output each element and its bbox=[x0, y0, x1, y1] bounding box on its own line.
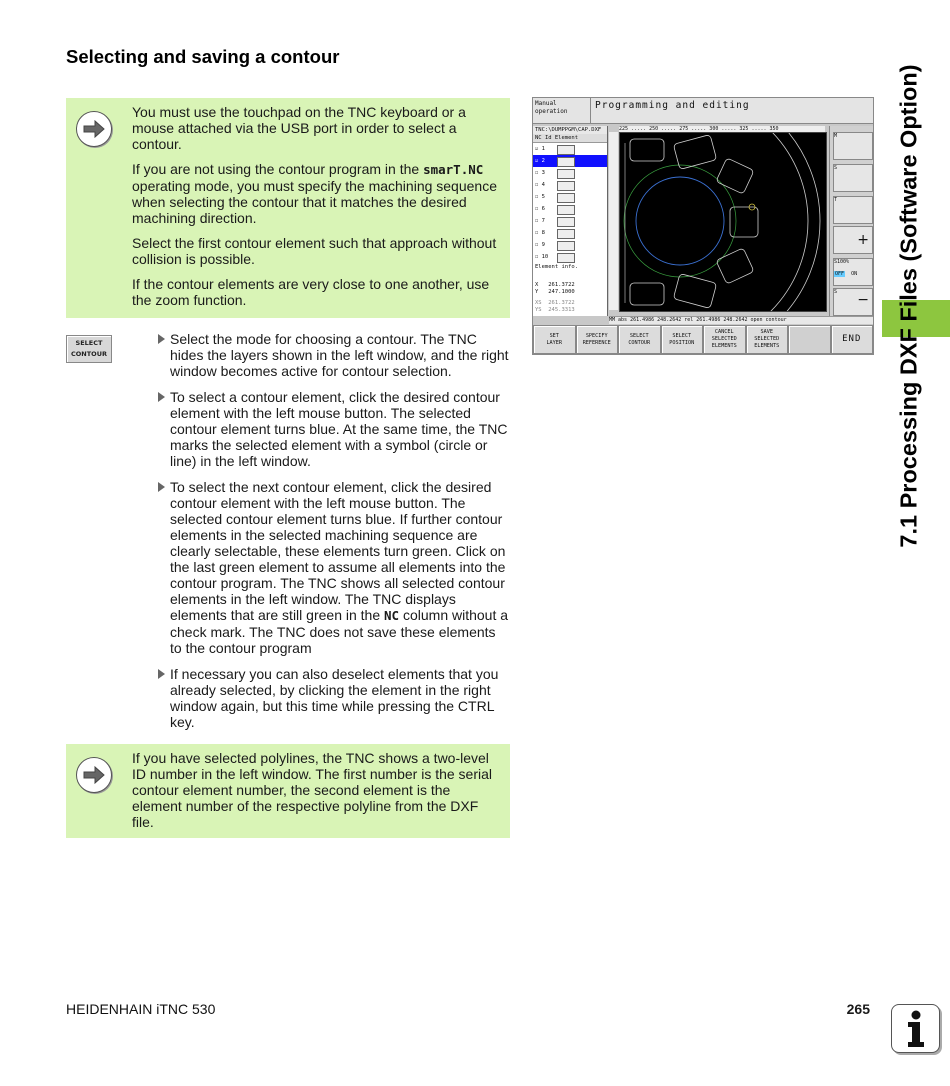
side-key-minus: S − bbox=[833, 288, 873, 316]
step-item: Select the mode for choosing a contour. The TNC hides the layers shown in the left window, and the right window becomes active for contour selection. bbox=[158, 331, 510, 379]
code-nc: NC bbox=[384, 608, 400, 623]
softkey-set-layer: SET LAYER bbox=[533, 325, 576, 354]
tnc-title: Programming and editing bbox=[591, 98, 873, 124]
list-header: NC Id Element bbox=[533, 134, 607, 143]
list-item: ☐ 9 bbox=[533, 239, 607, 251]
plus-icon: + bbox=[857, 232, 869, 248]
element-icon bbox=[557, 157, 575, 167]
info-icon bbox=[891, 1004, 940, 1053]
softkey-blank bbox=[788, 325, 831, 354]
select-contour-softkey: SELECT CONTOUR bbox=[66, 335, 112, 363]
softkey-bar bbox=[533, 325, 873, 354]
element-icon bbox=[557, 145, 575, 155]
note-box-mouse bbox=[66, 98, 510, 318]
list-item: ☐ 4 bbox=[533, 179, 607, 191]
note-paragraph: Select the first contour element such that approach without collision is possible. bbox=[132, 235, 497, 267]
arrow-right-note-icon bbox=[76, 111, 112, 147]
element-icon bbox=[557, 181, 575, 191]
triangle-bullet-icon bbox=[158, 334, 165, 344]
note-text bbox=[132, 750, 498, 839]
softkey-select-contour: SELECT CONTOUR bbox=[618, 325, 661, 354]
element-icon bbox=[557, 169, 575, 179]
element-icon bbox=[557, 229, 575, 239]
element-icon bbox=[557, 241, 575, 251]
code-smartnc: smarT.NC bbox=[423, 162, 484, 177]
note-text bbox=[132, 104, 498, 317]
softkey-select-position: SELECT POSITION bbox=[661, 325, 704, 354]
arrow-right-note-icon bbox=[76, 757, 112, 793]
triangle-bullet-icon bbox=[158, 669, 165, 679]
softkey-end: END bbox=[831, 325, 874, 354]
page-number: 265 bbox=[846, 1001, 870, 1017]
list-item: ☐ 8 bbox=[533, 227, 607, 239]
chapter-title: 7.1 Processing DXF Files (Software Option) bbox=[895, 64, 922, 548]
mode-label: Manual operation bbox=[533, 98, 591, 124]
softkey-specify-reference: SPECIFY REFERENCE bbox=[576, 325, 619, 354]
step-item: To select a contour element, click the desired contour element with the left mouse button. The selected contour element turns blue. At the same time, the TNC marks the selected element with a symbol (circle or line) in the left window. bbox=[158, 389, 510, 469]
tnc-screenshot bbox=[532, 97, 874, 355]
element-icon bbox=[557, 205, 575, 215]
list-item: ☐ 10 bbox=[533, 251, 607, 263]
softkey-save-selected: SAVE SELECTED ELEMENTS bbox=[746, 325, 789, 354]
side-key-t: T bbox=[833, 196, 873, 224]
note-paragraph: If you are not using the contour program in the smarT.NC operating mode, you must specify the machining sequence when selecting the contour that it matches the desired machining direction. bbox=[132, 161, 497, 226]
vertical-ruler bbox=[609, 132, 618, 310]
softkey-cancel-selected: CANCEL SELECTED ELEMENTS bbox=[703, 325, 746, 354]
footer-product: HEIDENHAIN iTNC 530 bbox=[66, 1001, 216, 1017]
element-info: X 261.3722 Y 247.1000 XS 261.3722 YS 245.3313 bbox=[535, 282, 575, 313]
list-item: ☐ 5 bbox=[533, 191, 607, 203]
section-title: Selecting and saving a contour bbox=[66, 46, 340, 67]
triangle-bullet-icon bbox=[158, 482, 165, 492]
horizontal-ruler: 225 ..... 250 ..... 275 ..... 300 ..... 325 ..... 350 bbox=[619, 126, 825, 132]
list-item: ☐ 6 bbox=[533, 203, 607, 215]
note-box-polylines bbox=[66, 744, 510, 838]
status-line: MM abs 261.4986 248.2642 rel 261.4986 248.2642 open contour bbox=[609, 316, 873, 324]
side-softkeys bbox=[829, 126, 874, 316]
list-item: ☐ 3 bbox=[533, 167, 607, 179]
triangle-bullet-icon bbox=[158, 392, 165, 402]
contour-graphic bbox=[619, 132, 827, 312]
step-list bbox=[158, 331, 510, 740]
list-item: ☐ 7 bbox=[533, 215, 607, 227]
note-paragraph: If the contour elements are very close to one another, use the zoom function. bbox=[132, 276, 490, 308]
side-key-spindle: S100% OFF ON bbox=[833, 258, 873, 286]
list-item-selected: ☑ 2 bbox=[533, 155, 607, 167]
side-key-m: M bbox=[833, 132, 873, 160]
step-item: If necessary you can also deselect elements that you already selected, by clicking the element in the right window again, but this time while pressing the CTRL key. bbox=[158, 666, 510, 730]
step-item: To select the next contour element, click the desired contour element with the left mouse button. The selected contour element turns blue. If further contour elements in the selected machining sequence are clearly selectable, these elements turn green. Click on the last green element to assume all elements into the contour program. The TNC shows all selected contour elements in the left window. The TNC displays elements that are still green in the NC column without a check mark. The TNC does not save these elements to the contour program bbox=[158, 479, 510, 656]
side-key-s: S bbox=[833, 164, 873, 192]
note-paragraph: If you have selected polylines, the TNC shows a two-level ID number in the left window. The first number is the serial contour element number, the second element is the element number of the respective polyline from the DXF file. bbox=[132, 750, 493, 830]
element-info-label: Element info. bbox=[535, 264, 579, 270]
element-icon bbox=[557, 217, 575, 227]
file-path: TNC:\DUMPPGM\CAP.DXF bbox=[533, 126, 607, 134]
element-icon bbox=[557, 193, 575, 203]
list-item: ☑ 1 bbox=[533, 143, 607, 155]
side-key-plus bbox=[833, 226, 873, 254]
minus-icon: − bbox=[857, 292, 869, 308]
element-icon bbox=[557, 253, 575, 263]
note-paragraph: You must use the touchpad on the TNC keyboard or a mouse attached via the USB port in order to select a contour. bbox=[132, 104, 466, 152]
